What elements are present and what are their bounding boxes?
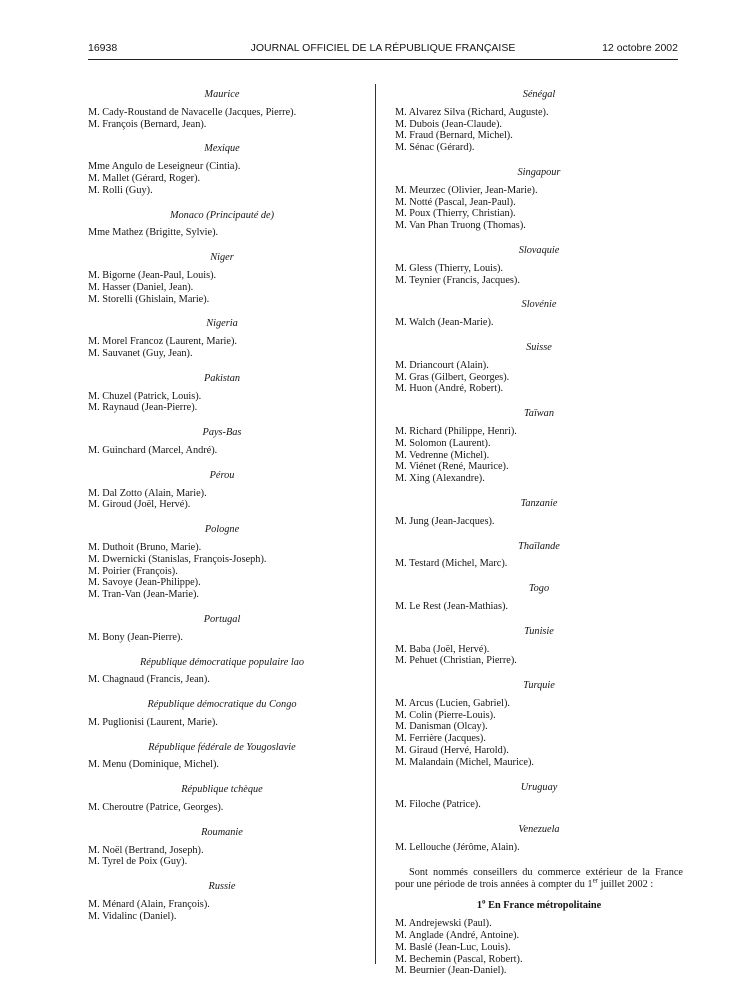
country-title: Pakistan [203,372,241,384]
person-entry: M. Poirier (François). [88,565,178,577]
country-title: Pays-Bas [202,427,242,439]
person-entry: M. Meurzec (Olivier, Jean-Marie). [395,184,538,196]
country-title: Venezuela [518,824,560,836]
person-entry: M. Dubois (Jean-Claude). [395,118,502,130]
country-title: Singapour [517,166,561,178]
person-entry: M. Van Phan Truong (Thomas). [395,220,526,232]
left-column [88,89,356,936]
person-entry: M. Gless (Thierry, Louis). [395,262,504,274]
country-title: Russie [208,881,236,893]
person-entry: M. Dwernicki (Stanislas, François-Joseph). [88,553,267,565]
person-entry: M. Storelli (Ghislain, Marie). [88,293,210,305]
country-title: Sénégal [522,89,556,100]
person-entry: M. Dal Zotto (Alain, Marie). [88,487,207,499]
country-section [395,245,683,286]
country-section [88,427,356,457]
column-divider [375,84,376,964]
country-title: Togo [528,583,550,595]
person-entry: M. Mallet (Gérard, Roger). [88,172,201,184]
person-entry: M. Rolli (Guy). [88,184,153,196]
person-entry: M. Savoye (Jean-Philippe). [88,577,201,589]
country-title: Tanzanie [520,497,558,509]
country-title: République démocratique du Congo [147,699,297,711]
person-entry: M. Fraud (Bernard, Michel). [395,130,513,142]
country-section [395,299,683,329]
person-entry: M. Filoche (Patrice). [395,799,481,811]
person-entry: M. Giraud (Hervé, Harold). [395,745,509,757]
country-section [88,252,356,305]
person-entry: M. Alvarez Silva (Richard, Auguste). [395,106,549,118]
person-entry: M. Puglionisi (Laurent, Marie). [88,716,218,728]
country-title: Mexique [204,143,240,155]
person-entry: M. Guinchard (Marcel, André). [88,444,218,456]
country-section [395,680,683,769]
person-entry: M. François (Bernard, Jean). [88,118,207,130]
country-section [395,342,683,395]
country-section [395,541,683,571]
person-entry: M. Giroud (Joël, Hervé). [88,499,191,511]
person-entry: M. Xing (Alexandre). [395,473,485,485]
person-entry: M. Colin (Pierre-Louis). [395,709,496,721]
country-title: Nigeria [206,318,238,330]
person-entry: M. Anglade (André, Antoine). [395,930,520,942]
person-entry: Mme Angulo de Leseigneur (Cintia). [88,161,241,173]
country-title: République fédérale de Yougoslavie [148,741,296,753]
country-title: Pologne [204,524,240,536]
person-entry: M. Menu (Dominique, Michel). [88,759,219,771]
person-entry: M. Sauvanet (Guy, Jean). [88,347,193,359]
country-title: Portugal [203,613,241,625]
person-entry: Mme Mathez (Brigitte, Sylvie). [88,227,219,239]
country-section [88,827,356,868]
country-title: République tchèque [181,784,263,796]
person-entry: M. Viénet (René, Maurice). [395,461,509,473]
person-entry: M. Richard (Philippe, Henri). [395,425,517,437]
country-section [88,143,356,196]
person-entry: M. Bony (Jean-Pierre). [88,631,183,643]
person-entry: M. Noël (Bertrand, Joseph). [88,844,204,856]
country-title: Niger [210,252,234,264]
header-rule [88,59,678,60]
person-entry: M. Raynaud (Jean-Pierre). [88,402,198,414]
country-section [88,699,356,729]
country-title: Roumanie [201,826,243,838]
country-section [88,784,356,814]
subsection-heading: 1$^o$ En France métropolitaine [476,898,602,912]
person-entry: M. Baba (Joël, Hervé). [395,643,490,655]
country-section [88,89,356,130]
person-entry: M. Beurnier (Jean-Daniel). [395,965,507,977]
journal-title: JOURNAL OFFICIEL DE LA RÉPUBLIQUE FRANÇAISE [250,42,516,54]
country-section [395,583,683,613]
person-entry: M. Driancourt (Alain). [395,359,489,371]
person-entry: M. Arcus (Lucien, Gabriel). [395,697,510,709]
person-entry: M. Tran-Van (Jean-Marie). [88,589,199,601]
person-entry: M. Chuzel (Patrick, Louis). [88,390,202,402]
country-title: Taïwan [524,408,554,420]
country-title: Slovénie [521,299,557,311]
country-section [395,626,683,667]
person-entry: M. Bigorne (Jean-Paul, Louis). [88,269,217,281]
person-entry: M. Solomon (Laurent). [395,437,491,449]
person-entry: M. Testard (Michel, Marc). [395,558,508,570]
page-header [88,42,678,58]
country-title: Pérou [209,469,235,481]
person-entry: M. Duthoit (Bruno, Marie). [88,541,202,553]
person-entry: M. Ménard (Alain, François). [88,899,210,911]
person-entry: M. Le Rest (Jean-Mathias). [395,600,508,612]
person-entry: M. Hasser (Daniel, Jean). [88,281,194,293]
country-section [395,167,683,232]
country-title: Thaïlande [518,540,560,552]
person-entry: M. Huon (André, Robert). [395,383,504,395]
person-entry: M. Notté (Pascal, Jean-Paul). [395,196,516,208]
country-section [88,318,356,359]
person-entry: M. Ferrière (Jacques). [395,733,486,745]
person-entry: M. Morel Francoz (Laurent, Marie). [88,336,237,348]
person-entry: M. Tyrel de Poix (Guy). [88,856,188,868]
person-entry: M. Bechemin (Pascal, Robert). [395,953,523,965]
country-section [88,657,356,687]
country-title: Tunisie [524,625,554,637]
person-entry: M. Lellouche (Jérôme, Alain). [395,842,520,854]
country-section [88,614,356,644]
country-section [88,524,356,601]
country-section [395,782,683,812]
country-section [395,408,683,485]
person-entry: M. Cady-Roustand de Navacelle (Jacques, Pierre). [88,106,297,118]
country-title: Turquie [523,680,555,692]
country-section [88,881,356,922]
country-section [88,373,356,414]
country-title: Slovaquie [518,244,560,256]
person-entry: M. Malandain (Michel, Maurice). [395,756,534,768]
person-entry: M. Vidalinc (Daniel). [88,910,177,922]
issue-date: 12 octobre 2002 [602,42,678,54]
person-entry: M. Danisman (Olcay). [395,721,488,733]
country-title: Monaco (Principauté de) [169,209,275,221]
country-section [395,89,683,154]
person-entry: M. Sénac (Gérard). [395,142,475,154]
person-entry: M. Chagnaud (Francis, Jean). [88,674,210,686]
country-title: Uruguay [520,781,558,793]
person-entry: M. Poux (Thierry, Christian). [395,208,516,220]
country-section [88,210,356,240]
page-number: 16938 [88,42,118,54]
person-entry: M. Walch (Jean-Marie). [395,317,494,329]
country-section [395,824,683,854]
subsection-entries [395,918,683,977]
person-entry: M. Pehuet (Christian, Pierre). [395,655,517,667]
person-entry: M. Teynier (Francis, Jacques). [395,274,520,286]
country-title: République démocratique populaire lao [139,656,305,668]
person-entry: M. Vedrenne (Michel). [395,449,490,461]
person-entry: M. Baslé (Jean-Luc, Louis). [395,941,511,953]
person-entry: M. Cheroutre (Patrice, Georges). [88,802,224,814]
country-section [395,498,683,528]
right-column [395,89,683,977]
country-title: Maurice [204,89,240,100]
person-entry: M. Andrejewski (Paul). [395,918,492,930]
country-title: Suisse [526,341,552,353]
country-section [88,742,356,772]
person-entry: M. Jung (Jean-Jacques). [395,515,495,527]
right-column-sections [395,89,683,854]
country-section [88,470,356,511]
person-entry: M. Gras (Gilbert, Georges). [395,371,510,383]
decree-paragraph: Sont nommés conseillers du commerce extérieur de la France pour une période de trois années à compter du 1er juillet 2002 : [395,866,683,890]
